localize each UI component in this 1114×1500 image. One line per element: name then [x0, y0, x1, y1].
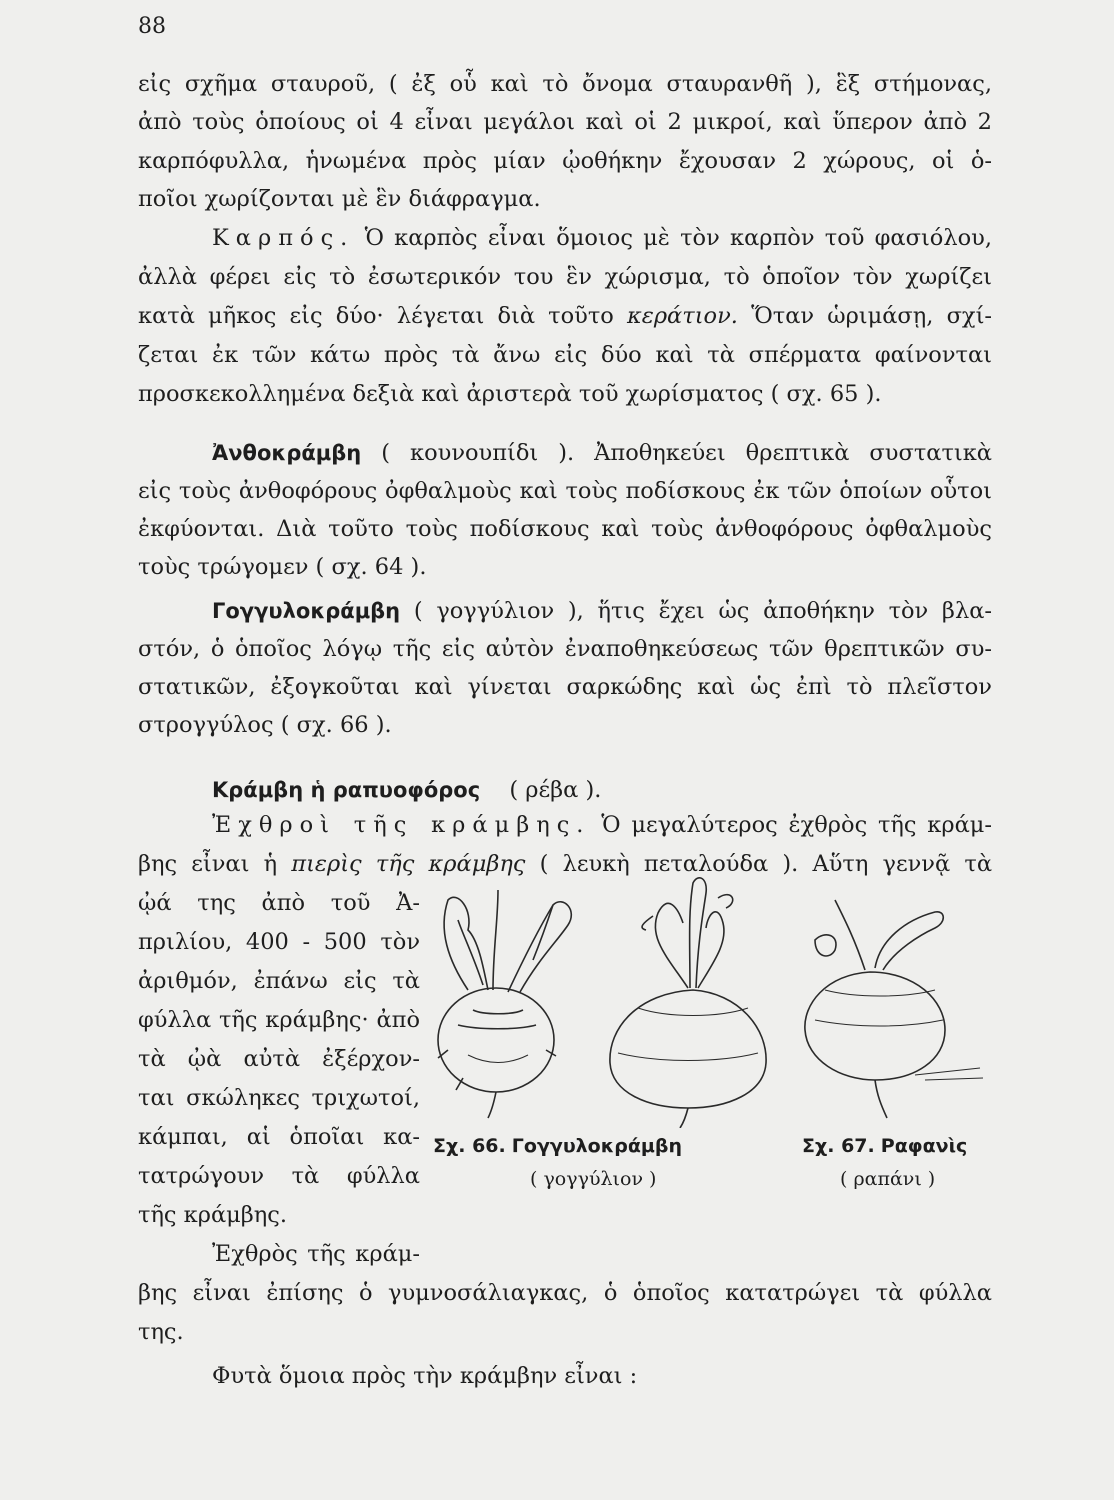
term-pieris: πιερὶς τῆς κράμβης — [291, 851, 526, 877]
text-line: ται σκώληκες τριχωτοί, — [138, 1085, 420, 1111]
echthroi-line-2: βης εἶναι ἡ πιερὶς τῆς κράμβης ( λευκὴ πεταλούδα ). Αὕτη γεννᾷ τὰ — [138, 851, 993, 877]
text-line: ἀριθμόν, ἐπάνω εἰς τὰ — [138, 968, 420, 994]
text-line: ἐκφύονται. Διὰ τοῦτο τοὺς ποδίσκους καὶ τοὺς ἀνθοφόρους ὀφθαλμοὺς — [138, 516, 992, 542]
karpos-line-1: Καρπός. Ὁ καρπὸς εἶναι ὅμοιος μὲ τὸν καρπὸν τοῦ φασιόλου, — [212, 225, 992, 251]
anthokrambi-line-1: Ἀνθοκράμβη ( κουνουπίδι ). Ἀποθηκεύει θρεπτικὰ συστατικὰ — [212, 440, 992, 466]
text-line: ᾠά της ἀπὸ τοῦ Ἀ- — [138, 890, 420, 916]
echthroi-line-1: Ἐχθροὶ τῆς κράμβης. Ὁ μεγαλύτερος ἐχθρὸς τῆς κράμ- — [212, 812, 993, 838]
text-line: εἰς τοὺς ἀνθοφόρους ὀφθαλμοὺς καὶ τοὺς ποδίσκους ἐκ τῶν ὁποίων οὗτοι — [138, 478, 992, 504]
text-line: προσκεκολλημένα δεξιὰ καὶ ἀριστερὰ τοῦ χωρίσματος ( σχ. 65 ). — [138, 381, 882, 407]
text-line: ποῖοι χωρίζονται μὲ ἓν διάφραγμα. — [138, 186, 541, 212]
krambi-line: Κράμβη ἡ ραπυοφόρος ( ρέβα ). — [212, 777, 602, 803]
text-line: φύλλα τῆς κράμβης· ἀπὸ — [138, 1007, 420, 1033]
text-line: ἀπὸ τοὺς ὁποίους οἱ 4 εἶναι μεγάλοι καὶ οἱ 2 μικροί, καὶ ὕπερον ἀπὸ 2 — [138, 109, 992, 135]
text-line: Φυτὰ ὅμοια πρὸς τὴν κράμβην εἶναι : — [212, 1363, 638, 1389]
krambi-heading: Κράμβη ἡ ραπυοφόρος — [212, 778, 481, 802]
goggylokrambi-line-1: Γογγυλοκράμβη ( γογγύλιον ), ἥτις ἔχει ὡς ἀποθήκην τὸν βλα- — [212, 598, 992, 624]
kohlrabi-illustration — [428, 880, 588, 1120]
text-line: τοὺς τρώγομεν ( σχ. 64 ). — [138, 554, 427, 580]
text-line: ζεται ἐκ τῶν κάτω πρὸς τὰ ἄνω εἰς δύο καὶ τὰ σπέρματα φαίνονται — [138, 342, 992, 368]
radish-illustration — [795, 880, 985, 1120]
text-line: τατρώγουν τὰ φύλλα — [138, 1163, 420, 1189]
text-line: πριλίου, 400 - 500 τὸν — [138, 929, 420, 955]
text-line: βης εἶναι ἐπίσης ὁ γυμνοσάλιαγκας, ὁ ὁποῖος κατατρώγει τὰ φύλλα — [138, 1280, 992, 1306]
figure-66-caption — [433, 1135, 682, 1157]
echthroi-label: Ἐχθροὶ τῆς κράμβης. — [212, 812, 591, 838]
text-line: τὰ ᾠὰ αὐτὰ ἐξέρχον- — [138, 1046, 420, 1072]
karpos-line-3: κατὰ μῆκος εἰς δύο· λέγεται διὰ τοῦτο κεράτιον. Ὅταν ὡριμάσῃ, σχί- — [138, 303, 992, 329]
figure-67-number: Σχ. 67. — [802, 1135, 875, 1157]
text-line: τῆς κράμβης. — [138, 1202, 288, 1228]
figure-67-title: Ραφανὶς — [880, 1135, 968, 1157]
figure-66-number: Σχ. 66. — [433, 1135, 506, 1157]
goggylokrambi-heading: Γογγυλοκράμβη — [212, 599, 401, 623]
term-keration: κεράτιον. — [627, 303, 738, 329]
text-line: στρογγύλος ( σχ. 66 ). — [138, 712, 392, 738]
figure-67-subtitle: ( ραπάνι ) — [840, 1168, 936, 1190]
figure-67-caption — [802, 1135, 967, 1157]
text-line: στατικῶν, ἐξογκοῦται καὶ γίνεται σαρκώδης καὶ ὡς ἐπὶ τὸ πλεῖστον — [138, 674, 992, 700]
text-line: της. — [138, 1319, 184, 1345]
anthokrambi-heading: Ἀνθοκράμβη — [212, 441, 362, 465]
text-line: κάμπαι, αἱ ὁποῖαι κα- — [138, 1124, 420, 1150]
figure-66-title: Γογγυλοκράμβη — [511, 1135, 682, 1157]
figure-66-subtitle: ( γογγύλιον ) — [530, 1168, 657, 1190]
text-line: ἀλλὰ φέρει εἰς τὸ ἐσωτερικόν του ἓν χώρισμα, τὸ ὁποῖον τὸν χωρίζει — [138, 264, 992, 290]
page-number: 88 — [138, 14, 166, 39]
karpos-label: Καρπός. — [212, 225, 355, 251]
text-line: καρπόφυλλα, ἡνωμένα πρὸς μίαν ᾠοθήκην ἔχουσαν 2 χώρους, οἱ ὁ- — [138, 148, 992, 174]
text-line: Ἐχθρὸς τῆς κράμ- — [212, 1241, 420, 1267]
turnip-illustration — [598, 868, 778, 1128]
text-line: εἰς σχῆμα σταυροῦ, ( ἐξ οὗ καὶ τὸ ὄνομα σταυρανθῆ ), ἓξ στήμονας, — [138, 71, 992, 97]
text-line: στόν, ὁ ὁποῖος λόγῳ τῆς εἰς αὐτὸν ἐναποθηκεύσεως τῶν θρεπτικῶν συ- — [138, 636, 992, 662]
